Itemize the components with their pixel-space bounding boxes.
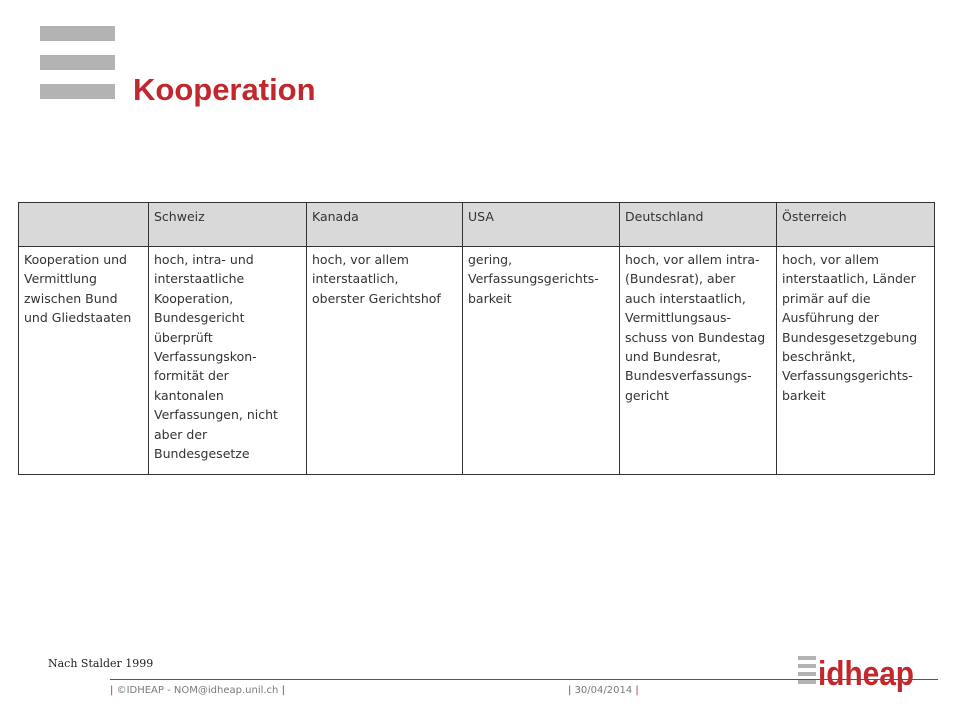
- table-header-cell: Kanada: [307, 203, 463, 247]
- table-row: [19, 247, 935, 475]
- footer-date: [568, 685, 639, 696]
- table-header-row: [19, 203, 935, 247]
- comparison-table: [18, 202, 935, 475]
- table-cell: [307, 247, 463, 475]
- table-cell: [149, 247, 307, 475]
- table-cell-text: hoch, intra- und interstaatliche Kooperation, Bundesgericht überprüft Verfassungskon- formität der kantonalen Verfassungen, nicht aber der Bundesgesetze: [154, 252, 278, 462]
- table-header-cell: Schweiz: [149, 203, 307, 247]
- table-cell-text: hoch, vor allem intra- (Bundesrat), aber auch interstaatlich, Vermittlungsaus- schuss von Bundestag und Bundesrat, Bundesverfassungs- gericht: [625, 252, 766, 403]
- table-cell-text: hoch, vor allem interstaatlich, oberster Gerichtshof: [312, 252, 441, 306]
- decor-bar: [40, 26, 115, 41]
- table-cell-text: gering, Verfassungsgerichts- barkeit: [468, 252, 599, 306]
- footer-copyright: [110, 685, 285, 696]
- table-header-cell: USA: [463, 203, 620, 247]
- idheap-logo-icon: [798, 652, 916, 696]
- footer-separator: |: [568, 685, 572, 696]
- table-header-cell: Österreich: [777, 203, 935, 247]
- table-header-cell: [19, 203, 149, 247]
- table-cell: [19, 247, 149, 475]
- table-cell: [463, 247, 620, 475]
- footer-separator: |: [635, 685, 639, 696]
- table-header-cell: Deutschland: [620, 203, 777, 247]
- table-cell: [620, 247, 777, 475]
- decor-bar: [40, 55, 115, 70]
- source-note: Nach Stalder 1999: [48, 657, 154, 670]
- table-cell-text: hoch, vor allem interstaatlich, Länder primär auf die Ausführung der Bundesgesetzgebung beschränkt, Verfassungsgerichts- barkeit: [782, 252, 918, 403]
- footer-copyright-text: ©IDHEAP - NOM@idheap.unil.ch: [116, 685, 279, 696]
- footer-separator: |: [110, 685, 114, 696]
- decor-bar: [40, 84, 115, 99]
- footer-date-text: 30/04/2014: [574, 685, 633, 696]
- footer-separator: |: [281, 685, 285, 696]
- table-cell: [777, 247, 935, 475]
- table-cell-text: Kooperation und Vermittlung zwischen Bund und Gliedstaaten: [24, 252, 132, 326]
- slide-title: Kooperation: [133, 72, 316, 107]
- logo-text: idheap: [818, 655, 914, 693]
